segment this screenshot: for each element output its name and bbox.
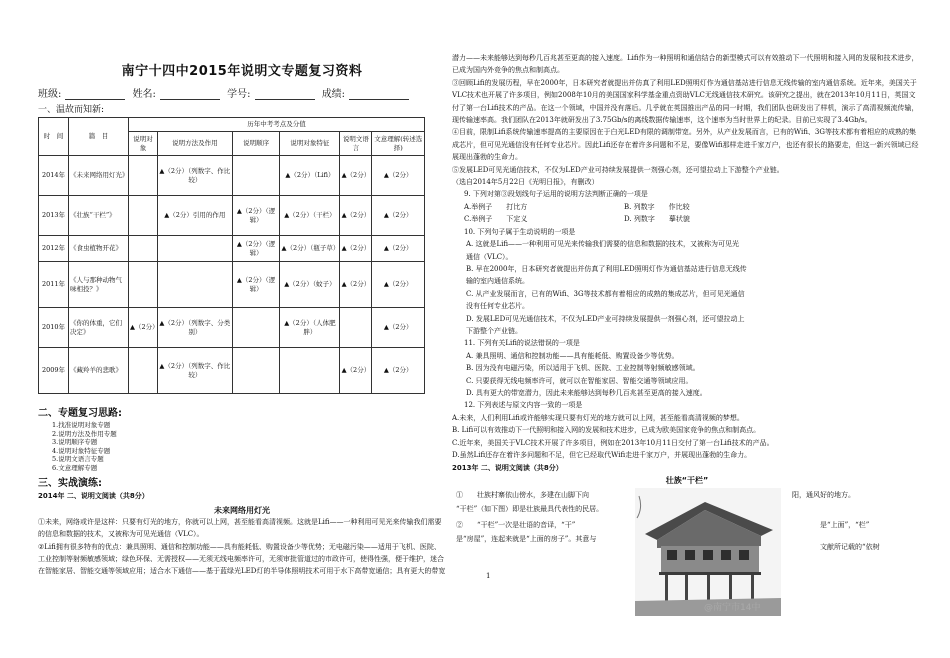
question-11: 11. 下列有关Lifi的说法错误的一项是	[464, 339, 580, 348]
section3-heading: 三、实战演练:	[38, 478, 102, 489]
section1-heading: 一、温故而知新:	[38, 105, 105, 115]
page-number: 1	[486, 572, 491, 581]
cell-piece: 《未来网络用灯光》	[69, 156, 129, 196]
list-item: 3.说明顺序专题	[52, 438, 98, 446]
paragraph-4	[452, 126, 922, 163]
th-title: 篇 目	[69, 118, 129, 156]
cell-piece: 《壮族“干栏”》	[69, 196, 129, 236]
th-col: 说明顺序	[232, 132, 280, 156]
cell: ▲（2分）	[372, 236, 425, 262]
line: ② “干栏”一次是壮语的音译，“干”	[456, 521, 576, 530]
cell: ▲（2分）	[372, 196, 425, 236]
cell: ▲（2分）	[372, 262, 425, 308]
cell-year: 2009年	[39, 348, 69, 394]
cell-piece: 《你的体重，它们决定》	[69, 308, 129, 348]
option[interactable]: C.近年来，美国关于VLC技术开展了许多项目，例如在2013年10月11日交付了第一台Lifi技术的产品。	[452, 438, 774, 447]
option-cont: 没有任何专业芯片。	[466, 302, 529, 311]
class-field[interactable]	[65, 90, 125, 100]
line: 是“上面”，“栏”	[820, 521, 870, 530]
cell-piece: 《食虫植物开花》	[69, 236, 129, 262]
cell: ▲（2分）（蚊子）	[280, 262, 340, 308]
th-col: 说明对象	[129, 132, 158, 156]
option[interactable]: A. 兼具照明、通信和控制功能——具有能耗低、购置设备少等优势。	[466, 351, 679, 360]
option[interactable]: D. 具有更大的带宽潜力，因此未来能够达到每秒几百兆甚至更高的接入速度。	[466, 388, 707, 397]
question-10: 10. 下列句子属于生动说明的一项是	[464, 227, 576, 236]
paragraph-2-cont: 潜力——未来能够达到每秒几百兆甚至更高的接入速度。Lifi作为一种照明和通信结合的新型模式可以有效推动下一代照明和接入网的发展和技术进步，已成为国内外竞争的焦点和制高点。	[452, 54, 919, 75]
line: 阳，通风好的地方。	[792, 491, 855, 500]
option[interactable]: D. 发展LED可见光通信技术，不仅为LED产业可持续发展提供一剂强心剂，还可望拉动上	[466, 314, 745, 323]
cell	[129, 262, 158, 308]
line: “干栏”（如下图）即是壮族最具代表性的民居。	[456, 505, 604, 514]
cell	[129, 348, 158, 394]
left-column	[38, 0, 446, 658]
paragraph-2: ②Lifi拥有很多特有的优点：兼具照明、通信和控制功能——具有能耗低、购置设备少等优势；无电磁污染——适用于飞机、医院、工业控制等射频敏感领域；绿色环保、无需授权——无须无线电频率许可，无须审批管道过的市政许可，使得性强，便于维护，迷合在智能家居、智能交通等领域应用；适合水下通信——基于蓝绿光LED灯的半导体照明技术可用于水下高带宽通信；具有更大的带宽	[38, 542, 446, 576]
option[interactable]: A. 这就是Lifi——一种利用可见光来传输我们需要的信息和数据的技术，又被称为可见光	[466, 240, 740, 249]
table-row	[39, 348, 425, 394]
paragraph-1: ①未来，网络或许是这样：只要有灯光的地方，你就可以上网，甚至能看高清视频。这就是Lifi——一种利用可见光来传输我们需要的信息和数据的技术，又被称为可见光通信（VLC）。	[38, 518, 442, 539]
option[interactable]: C. 只要获得无线电频率许可，就可以在智能家居、智能交通等领域应用。	[466, 376, 693, 385]
paragraph-4-a: ④目前，限制Lifi系统传输速率提高的主要原因在于白光LED有限的调制带宽。另外，从产业发展而言，已有的Wifi、3G等技术都有着相应的成熟的集成芯片，但可见光通信没有任何专业芯片。	[452, 128, 916, 149]
name-field[interactable]	[160, 90, 220, 100]
cell	[232, 308, 280, 348]
cell	[232, 348, 280, 394]
cell-piece: 《藏羚羊的悲歌》	[69, 348, 129, 394]
page-title: 南宁十四中2015年说明文专题复习资料	[121, 64, 363, 79]
cell: ▲（2分）（列数字、作比较）	[157, 348, 232, 394]
stilt-house-photo	[635, 488, 781, 616]
cell: ▲（2分）（干栏）	[280, 196, 340, 236]
cell	[232, 156, 280, 196]
cell-year: 2012年	[39, 236, 69, 262]
th-col: 文意理解(转述选择)	[372, 132, 425, 156]
th-col: 说明方法及作用	[157, 132, 232, 156]
q9-options-row1	[452, 201, 922, 213]
list-item: 1.找准说明对象专题	[52, 421, 111, 429]
id-field[interactable]	[255, 90, 315, 100]
line: 文献所记载的“依树	[820, 543, 880, 552]
cell: ▲（2分）（列数字、作比较）	[157, 156, 232, 196]
cell-year: 2010年	[39, 308, 69, 348]
cell-year: 2013年	[39, 196, 69, 236]
cell-piece: 《人与那种动物气味相投？》	[69, 262, 129, 308]
option-cont: 下游整个产业链。	[466, 326, 522, 335]
class-label: 班级:	[38, 89, 62, 100]
cell-year: 2011年	[39, 262, 69, 308]
article-title: 未来网络用灯光	[214, 506, 270, 515]
student-info-fields	[38, 85, 446, 100]
cell	[280, 348, 340, 394]
cell: ▲（2分）	[372, 308, 425, 348]
cell: ▲（2分）	[340, 156, 372, 196]
table-row	[39, 308, 425, 348]
score-label: 成绩:	[321, 89, 346, 100]
table-row	[39, 236, 425, 262]
option-cont: 输的室内通信系统。	[466, 277, 529, 286]
cell: ▲（2分）	[340, 196, 372, 236]
watermark: @南宁市14中	[704, 603, 761, 614]
article2-body	[452, 488, 922, 618]
paragraph-5: ⑤发展LED可见光通信技术，不仅为LED产业可持续发展提供一剂强心剂，还可望拉动上下游整个产业链。	[452, 165, 784, 174]
option[interactable]: A.举例子 打比方	[464, 202, 528, 211]
list-item: 5.说明文语言专题	[52, 455, 104, 463]
cell: ▲（2分）引用的作用	[157, 196, 232, 236]
review-steps	[52, 421, 446, 472]
source-note: （选自2014年5月22日《光明日报》，有删改）	[452, 178, 599, 187]
paragraph-3: ③回顾Lifi的发展历程，早在2000年，日本研究者就提出并仿真了利用LED照明灯作为通信基站进行信息无线传输的室内通信系统。近年来，美国关于VLC技术也开展了许多项目，例如2008年10月的美国国家科学基金重点资助VLC无线通信技术研究。该研究之提出，就在2013年10月11日，英国文付了第一台Lifi技术的产品。在这一个领域，中国并没有落后。几乎就在英国推出产品的同一时期，我们团队也研发出了样机，演示了高清视频流传输，现传输速率高。我们团队在2013年就研发出了3.75Gb/s的离线数据传输速率，这个速率为当时世界上的纪录。目前已实现了3.4Gb/s。	[452, 78, 919, 125]
id-label: 学号:	[227, 89, 251, 100]
cell: ▲（2分）	[340, 262, 372, 308]
cell: ▲（2分）（人体肥胖）	[280, 308, 340, 348]
section2-heading: 二、专题复习思路:	[38, 408, 122, 419]
list-item: 4.说明对象特征专题	[52, 446, 111, 455]
th-group: 历年中考考点及分值	[129, 118, 425, 132]
option[interactable]: C. 从产业发展而言，已有的Wifi、3G等技术都有着相应的成熟的集成芯片，但可见光通信	[466, 289, 745, 298]
cell-year: 2014年	[39, 156, 69, 196]
q9-options-row2	[452, 213, 922, 225]
line: 是“房屋”，连起来就是“上面的房子”。其意与	[456, 535, 597, 544]
cell: ▲（2分）	[129, 308, 158, 348]
option[interactable]: B. 早在2000年，日本研究者就提出并仿真了利用LED照明灯作为通信基站进行信息无线传	[466, 264, 747, 273]
th-time: 时 间	[39, 118, 69, 156]
article2-title: 壮族“干栏”	[665, 476, 709, 486]
cell	[157, 236, 232, 262]
sub-heading-2014: 2014年 二、说明文阅读（共8分）	[38, 492, 149, 500]
list-item: 2.说明方法及作用专题	[52, 429, 117, 438]
question-9: 9. 下列对第③段划线句子运用的说明方法判断正确的一项是	[464, 190, 648, 199]
option-cont: 通信（VLC）。	[466, 252, 513, 261]
paragraph-4-b: 因此Lifi还存在着许多问题和不足，要像Wifi那样走进千家万户，也还有很长的路要走，但这一新兴领域已经展现出蓬勃的生命力。	[452, 140, 919, 162]
list-item: 6.文意理解专题	[52, 463, 98, 472]
option[interactable]: D. 列数字 摹状貌	[624, 215, 690, 224]
option[interactable]: A.未来，人们利用Lifi或许能够实现只要有灯光的地方就可以上网，甚至能看高清视频的梦想。	[452, 413, 744, 422]
line: ① 壮族村寨依山傍水，多建在山脚下向	[456, 491, 589, 500]
th-col: 说明文语言	[340, 132, 372, 156]
cell: ▲（2分）（逻辑）	[232, 196, 280, 236]
cell: ▲（2分）	[340, 236, 372, 262]
cell	[157, 262, 232, 308]
option[interactable]: B. 列数字 作比较	[624, 202, 690, 211]
cell: ▲（2分）	[372, 156, 425, 196]
cell: ▲（2分）（列数字、分类别）	[157, 308, 232, 348]
cell	[129, 196, 158, 236]
cell	[340, 308, 372, 348]
cell	[129, 156, 158, 196]
exam-points-table	[38, 117, 425, 394]
cell: ▲（2分）	[372, 348, 425, 394]
cell	[129, 236, 158, 262]
table-row	[39, 196, 425, 236]
sub-heading-2013: 2013年 二、说明文阅读（共8分）	[452, 464, 563, 473]
cell: ▲（2分）（逻辑）	[232, 236, 280, 262]
option[interactable]: C.举例子 下定义	[464, 215, 528, 224]
cell: ▲（2分）（逻辑）	[232, 262, 280, 308]
cell: ▲（2分）（Lifi）	[280, 156, 340, 196]
option[interactable]: D.虽然Lifi还存在着许多问题和不足，但它已经取代Wifi走进千家万户，并展现出蓬勃的生命力。	[452, 451, 752, 459]
name-label: 姓名:	[132, 89, 156, 100]
table-row	[39, 262, 425, 308]
score-field[interactable]	[349, 90, 409, 100]
option[interactable]: B. Lifi可以有效推动下一代照明和接入网的发展和技术进步，已成为欧美国家竞争的焦点和制高点。	[452, 426, 761, 435]
cell: ▲（2分）（瓶子草）	[280, 236, 340, 262]
option[interactable]: B. 因为没有电磁污染，所以适用于飞机、医院、工业控制等射频敏感领域。	[466, 364, 700, 373]
question-12: 12. 下列表述与原文内容一致的一项是	[464, 401, 583, 410]
cell: ▲（2分）	[340, 348, 372, 394]
table-row	[39, 156, 425, 196]
th-col: 说明对象特征	[280, 132, 340, 156]
right-column	[452, 0, 922, 658]
